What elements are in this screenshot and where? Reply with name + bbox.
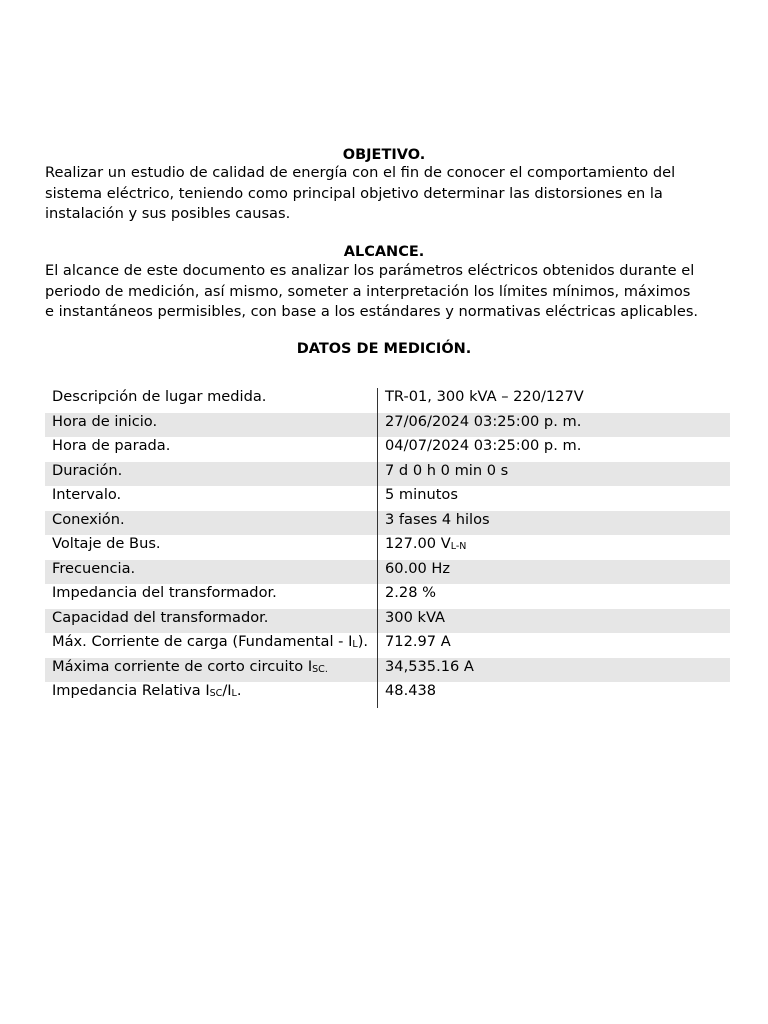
alcance-paragraph xyxy=(45,261,735,323)
table-row xyxy=(45,535,730,560)
row-label-subscript: SC. xyxy=(312,663,328,675)
alcance-line-3: e instantáneos permisibles, con base a los estándares y normativas eléctricas aplicables. xyxy=(45,303,699,320)
row-value: 300 kVA xyxy=(385,608,445,626)
table-row xyxy=(45,462,730,487)
row-value: 34,535.16 A xyxy=(385,657,474,675)
row-label-end: . xyxy=(236,682,242,699)
row-value xyxy=(385,535,466,554)
row-value: 27/06/2024 03:25:00 p. m. xyxy=(385,412,582,430)
alcance-line-2: periodo de medición, así mismo, someter a interpretación los límites mínimos, máximos xyxy=(45,282,691,300)
row-value: 712.97 A xyxy=(385,633,451,650)
table-row xyxy=(45,658,730,683)
table-row xyxy=(45,437,730,462)
row-label: Frecuencia. xyxy=(52,559,136,577)
row-value-main: 127.00 V xyxy=(385,535,451,552)
row-label-main: Máx. Corriente de carga (Fundamental - I xyxy=(52,633,353,650)
row-value: 5 minutos xyxy=(385,486,458,503)
row-label-main: Impedancia Relativa I xyxy=(52,682,210,699)
row-value: 2.28 % xyxy=(385,584,436,601)
row-label-subscript-2: L xyxy=(231,688,237,699)
row-value: 48.438 xyxy=(385,682,437,699)
row-label-mid: /I xyxy=(222,682,232,699)
table-row xyxy=(45,633,730,658)
row-label xyxy=(52,633,372,657)
alcance-line-1: El alcance de este documento es analizar los parámetros eléctricos obtenidos durante el xyxy=(45,262,695,279)
objetivo-line-1: Realizar un estudio de calidad de energía con el fin de conocer el comportamiento del xyxy=(45,164,676,181)
row-label: Descripción de lugar medida. xyxy=(52,388,267,405)
row-label: Intervalo. xyxy=(52,486,122,503)
table-row xyxy=(45,682,730,707)
objetivo-line-3: instalación y sus posibles causas. xyxy=(45,205,291,222)
row-label: Conexión. xyxy=(52,510,125,528)
row-label: Hora de inicio. xyxy=(52,412,158,430)
row-label-main: Máxima corriente de corto circuito I xyxy=(52,657,313,675)
table-row xyxy=(45,560,730,585)
objetivo-heading: OBJETIVO. xyxy=(342,147,426,163)
row-label: Duración. xyxy=(52,461,123,479)
objetivo-paragraph xyxy=(45,163,735,225)
row-label-subscript: L xyxy=(352,639,358,650)
row-label-subscript: SC xyxy=(209,688,223,699)
column-divider xyxy=(377,388,378,708)
table-row xyxy=(45,388,730,413)
row-value: TR-01, 300 kVA – 220/127V xyxy=(385,388,584,405)
row-value: 3 fases 4 hilos xyxy=(385,510,490,528)
measurement-table xyxy=(45,388,730,707)
row-label: Impedancia del transformador. xyxy=(52,584,277,601)
table-row xyxy=(45,511,730,536)
objetivo-line-2: sistema eléctrico, teniendo como principal objetivo determinar las distorsiones en la xyxy=(45,184,663,202)
row-label-end: ). xyxy=(357,633,369,650)
table-row xyxy=(45,609,730,634)
row-value: 04/07/2024 03:25:00 p. m. xyxy=(385,437,582,454)
row-label: Voltaje de Bus. xyxy=(52,535,161,552)
table-row xyxy=(45,413,730,438)
row-value: 60.00 Hz xyxy=(385,559,451,577)
row-value-subscript: L-N xyxy=(450,541,467,552)
row-label: Capacidad del transformador. xyxy=(52,608,269,626)
row-value: 7 d 0 h 0 min 0 s xyxy=(385,461,509,479)
row-label: Hora de parada. xyxy=(52,437,171,454)
table-row xyxy=(45,584,730,609)
row-label xyxy=(52,682,372,701)
datos-heading: DATOS DE MEDICIÓN. xyxy=(296,341,472,357)
alcance-heading: ALCANCE. xyxy=(343,244,425,260)
row-label xyxy=(52,658,372,677)
table-row xyxy=(45,486,730,511)
